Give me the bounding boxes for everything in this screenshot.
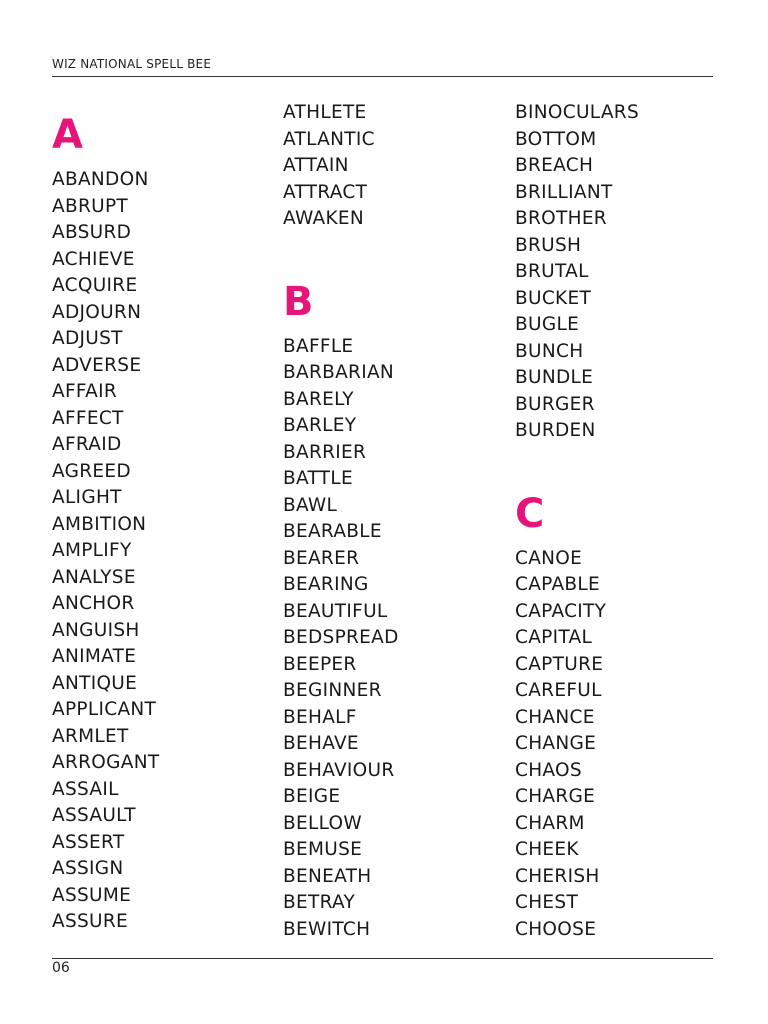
word-item: BRUTAL bbox=[515, 261, 589, 282]
word-item: ATLANTIC bbox=[283, 128, 375, 150]
word-item: BUNCH bbox=[515, 340, 584, 362]
word-item: BEAUTIFUL bbox=[283, 600, 388, 622]
word-item: BRILLIANT bbox=[515, 181, 613, 203]
page-number: 06 bbox=[52, 960, 70, 976]
word-item: ANCHOR bbox=[52, 593, 135, 614]
word-item: BARELY bbox=[283, 388, 354, 410]
word-item: ANIMATE bbox=[52, 646, 137, 667]
word-item: ATTAIN bbox=[283, 155, 349, 176]
word-item: ASSUME bbox=[52, 884, 132, 906]
word-item: BATTLE bbox=[283, 468, 353, 489]
word-item: CHANCE bbox=[515, 706, 595, 728]
word-item: AFFECT bbox=[52, 407, 124, 429]
word-item: AWAKEN bbox=[283, 208, 365, 229]
word-list-b-part-2 bbox=[515, 100, 740, 445]
word-list-b-part-1 bbox=[283, 334, 508, 944]
word-item: BUNDLE bbox=[515, 367, 594, 388]
word-item: BURGER bbox=[515, 393, 595, 415]
word-item: BUCKET bbox=[515, 287, 592, 309]
word-item: ADJOURN bbox=[52, 301, 142, 323]
word-item: ABANDON bbox=[52, 169, 149, 190]
word-item: ACHIEVE bbox=[52, 248, 135, 270]
word-item: BEDSPREAD bbox=[283, 627, 399, 648]
word-item: BURDEN bbox=[515, 420, 596, 441]
word-item: CAPITAL bbox=[515, 627, 593, 648]
word-item: AMPLIFY bbox=[52, 540, 132, 561]
word-item: CANOE bbox=[515, 547, 583, 569]
word-item: CHEST bbox=[515, 892, 579, 913]
word-list-c bbox=[515, 546, 740, 944]
word-item: BEHAVE bbox=[283, 733, 359, 754]
word-item: ADJUST bbox=[52, 328, 123, 349]
word-item: ARMLET bbox=[52, 725, 129, 747]
column-1 bbox=[52, 100, 277, 936]
word-item: ASSIGN bbox=[52, 858, 124, 879]
word-item: ADVERSE bbox=[52, 354, 142, 376]
word-item: BEARING bbox=[283, 574, 369, 595]
word-item: BARBARIAN bbox=[283, 362, 395, 383]
word-item: BEIGE bbox=[283, 786, 341, 807]
word-item: CAPACITY bbox=[515, 600, 607, 622]
word-item: CHOOSE bbox=[515, 918, 597, 940]
word-item: CHANGE bbox=[515, 733, 597, 754]
word-item: ASSAIL bbox=[52, 778, 119, 800]
word-item: CHERISH bbox=[515, 865, 600, 887]
word-item: BEARER bbox=[283, 547, 360, 569]
word-item: ARROGANT bbox=[52, 752, 160, 773]
word-item: BAWL bbox=[283, 494, 338, 516]
word-list-a-part-1 bbox=[52, 167, 277, 936]
word-item: CAPABLE bbox=[515, 574, 600, 595]
word-item: ACQUIRE bbox=[52, 275, 138, 296]
word-item: CHAOS bbox=[515, 759, 582, 781]
word-item: BINOCULARS bbox=[515, 102, 639, 123]
word-item: AFFAIR bbox=[52, 381, 118, 402]
word-item: BARRIER bbox=[283, 441, 367, 463]
word-item: ABSURD bbox=[52, 222, 132, 243]
page-header-title: WIZ NATIONAL SPELL BEE bbox=[52, 57, 212, 71]
word-item: BEHAVIOUR bbox=[283, 759, 395, 781]
word-item: BEWITCH bbox=[283, 918, 371, 940]
word-item: BUGLE bbox=[515, 314, 580, 335]
word-item: BENEATH bbox=[283, 865, 372, 887]
word-list-a-part-2 bbox=[283, 100, 508, 233]
word-item: BEHALF bbox=[283, 706, 357, 728]
word-item: ASSAULT bbox=[52, 805, 136, 826]
column-2 bbox=[283, 100, 508, 943]
word-item: BREACH bbox=[515, 155, 594, 176]
section-letter-a: A bbox=[52, 112, 83, 158]
word-item: BAFFLE bbox=[283, 335, 354, 357]
word-item: ALIGHT bbox=[52, 487, 122, 508]
word-item: CAPTURE bbox=[515, 653, 604, 675]
word-item: BROTHER bbox=[515, 208, 607, 229]
word-item: ANTIQUE bbox=[52, 672, 138, 694]
word-item: BARLEY bbox=[283, 415, 357, 436]
word-item: BEEPER bbox=[283, 653, 357, 675]
word-item: AGREED bbox=[52, 460, 131, 482]
word-item: BELLOW bbox=[283, 812, 362, 834]
word-item: BRUSH bbox=[515, 234, 582, 256]
word-item: ATTRACT bbox=[283, 181, 368, 203]
footer-divider bbox=[52, 958, 713, 959]
word-item: ANALYSE bbox=[52, 566, 136, 588]
word-item: AMBITION bbox=[52, 513, 147, 535]
word-item: ABRUPT bbox=[52, 195, 128, 217]
word-item: BOTTOM bbox=[515, 128, 597, 150]
section-letter-b: B bbox=[283, 278, 314, 325]
section-letter-c: C bbox=[515, 490, 545, 537]
word-item: BEGINNER bbox=[283, 680, 382, 701]
word-item: CHEEK bbox=[515, 839, 579, 860]
word-item: CHARGE bbox=[515, 786, 596, 807]
word-item: CAREFUL bbox=[515, 680, 602, 701]
word-item: BETRAY bbox=[283, 892, 356, 913]
word-item: APPLICANT bbox=[52, 699, 157, 720]
word-item: ATHLETE bbox=[283, 102, 367, 123]
word-item: ASSERT bbox=[52, 831, 125, 853]
column-3 bbox=[515, 100, 740, 943]
word-item: AFRAID bbox=[52, 434, 122, 455]
word-item: CHARM bbox=[515, 812, 585, 834]
header-divider bbox=[52, 76, 713, 77]
word-item: BEMUSE bbox=[283, 839, 363, 860]
word-item: ANGUISH bbox=[52, 619, 140, 641]
word-item: BEARABLE bbox=[283, 521, 382, 542]
word-item: ASSURE bbox=[52, 911, 129, 932]
